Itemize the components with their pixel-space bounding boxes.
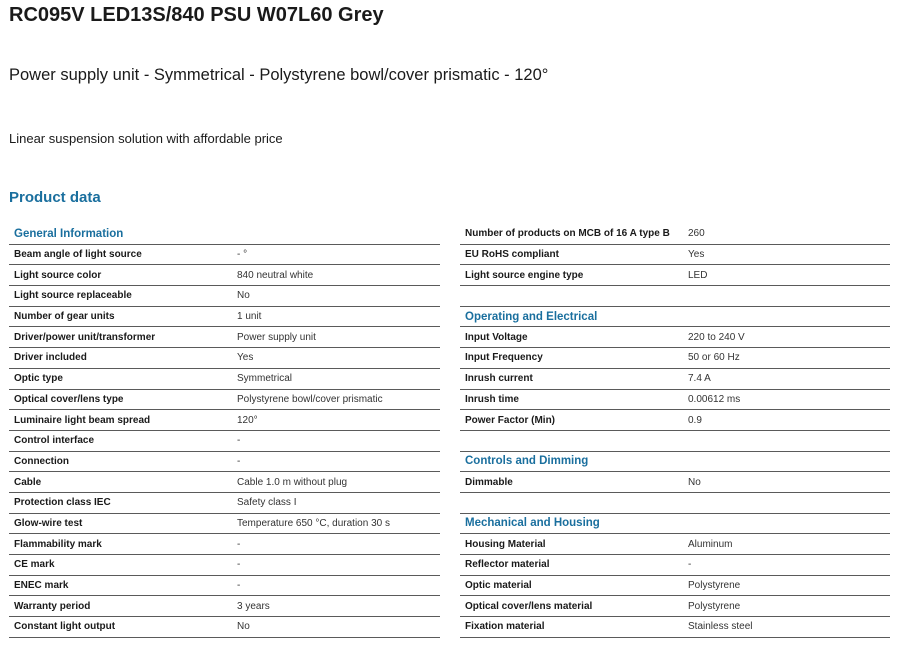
spec-label: Optic type: [14, 373, 63, 385]
heading-controls-dimming: Controls and Dimming: [465, 455, 589, 468]
spec-label: Beam angle of light source: [14, 249, 142, 261]
spec-row: [460, 390, 890, 411]
heading-general-information: General Information: [14, 227, 124, 240]
spacer-row: [460, 286, 890, 307]
spec-value: 220 to 240 V: [688, 331, 745, 343]
spec-row: [460, 245, 890, 266]
spec-value: Symmetrical: [237, 373, 293, 385]
spec-row: [460, 410, 890, 431]
spec-label: Driver included: [14, 352, 87, 364]
spec-value: 50 or 60 Hz: [688, 352, 740, 364]
general-information-table: [9, 224, 440, 638]
spec-value: Stainless steel: [688, 621, 753, 633]
spec-row: [9, 452, 440, 473]
spec-row: [9, 514, 440, 535]
spec-value: -: [237, 580, 241, 592]
spec-value: 7.4 A: [688, 373, 711, 385]
spec-value: -: [237, 435, 241, 447]
spec-label: Inrush time: [465, 393, 519, 405]
spec-value: No: [237, 290, 250, 302]
spec-label: EU RoHS compliant: [465, 249, 559, 261]
spec-value: 260: [688, 228, 705, 240]
spec-row: [460, 348, 890, 369]
spec-label: Fixation material: [465, 621, 545, 633]
spec-label: Connection: [14, 455, 69, 467]
heading-mechanical-housing: Mechanical and Housing: [465, 517, 600, 530]
spec-row: [9, 286, 440, 307]
spec-row: [9, 534, 440, 555]
spec-label: Optical cover/lens material: [465, 600, 593, 612]
spec-value: LED: [688, 269, 708, 281]
spec-row: [9, 617, 440, 638]
heading-operating-electrical: Operating and Electrical: [465, 310, 598, 323]
spec-value: - °: [237, 249, 248, 261]
spec-value: Yes: [237, 352, 254, 364]
spec-value: Power supply unit: [237, 331, 316, 343]
spec-value: Yes: [688, 249, 705, 261]
spec-label: Glow-wire test: [14, 517, 83, 529]
spec-row: [9, 369, 440, 390]
spec-row: [9, 307, 440, 328]
product-subtitle: Power supply unit - Symmetrical - Polystyrene bowl/cover prismatic - 120°: [9, 66, 549, 84]
spec-value: Polystyrene: [688, 580, 741, 592]
spec-value: Polystyrene: [688, 600, 741, 612]
spec-row: [9, 327, 440, 348]
spec-label: Cable: [14, 476, 42, 488]
spec-value: Temperature 650 °C, duration 30 s: [237, 517, 390, 529]
spec-row: [9, 555, 440, 576]
spacer-row: [460, 493, 890, 514]
product-description: Linear suspension solution with affordable price: [9, 131, 283, 146]
table-heading: [9, 224, 440, 245]
spec-value: 120°: [237, 414, 258, 426]
spec-value: 0.00612 ms: [688, 393, 741, 405]
spec-label: Light source engine type: [465, 269, 584, 281]
spec-label: Luminaire light beam spread: [14, 414, 151, 426]
spec-label: ENEC mark: [14, 580, 69, 592]
spec-value: 0.9: [688, 414, 702, 426]
spec-row: [460, 327, 890, 348]
spec-value: 840 neutral white: [237, 269, 314, 281]
spec-value: No: [688, 476, 701, 488]
spec-value: 1 unit: [237, 311, 262, 323]
spec-label: Warranty period: [14, 600, 91, 612]
table-heading: [460, 307, 890, 328]
spec-row: [9, 493, 440, 514]
spec-label: Flammability mark: [14, 538, 102, 550]
spec-row: [9, 265, 440, 286]
spec-label: Protection class IEC: [14, 497, 111, 509]
spec-row: [460, 576, 890, 597]
spec-label: Number of gear units: [14, 311, 115, 323]
spec-value: No: [237, 621, 250, 633]
spec-row: [9, 245, 440, 266]
spec-row: [460, 369, 890, 390]
spec-row: [9, 348, 440, 369]
spec-value: Polystyrene bowl/cover prismatic: [237, 393, 383, 405]
spec-row: [460, 596, 890, 617]
spec-row: [9, 596, 440, 617]
spec-label: CE mark: [14, 559, 55, 571]
spec-value: 3 years: [237, 600, 270, 612]
right-spec-table: [460, 224, 890, 638]
spec-value: -: [237, 455, 241, 467]
spec-value: Aluminum: [688, 538, 733, 550]
spec-label: Input Frequency: [465, 352, 543, 364]
spec-row: [460, 265, 890, 286]
spec-value: -: [237, 559, 241, 571]
spec-label: Control interface: [14, 435, 95, 447]
table-heading: [460, 514, 890, 535]
spec-label: Housing Material: [465, 538, 546, 550]
table-heading: [460, 452, 890, 473]
spec-label: Light source replaceable: [14, 290, 132, 302]
spec-label: Reflector material: [465, 559, 550, 571]
spec-label: Driver/power unit/transformer: [14, 331, 156, 343]
spec-row: [460, 534, 890, 555]
spec-value: -: [237, 538, 241, 550]
spec-row: [460, 224, 890, 245]
spec-label: Power Factor (Min): [465, 414, 556, 426]
product-title: RC095V LED13S/840 PSU W07L60 Grey: [9, 4, 384, 26]
spec-row: [9, 472, 440, 493]
spec-value: Safety class I: [237, 497, 297, 509]
spec-row: [9, 576, 440, 597]
spacer-row: [460, 431, 890, 452]
spec-label: Light source color: [14, 269, 102, 281]
spec-row: [9, 410, 440, 431]
spec-row: [460, 555, 890, 576]
spec-label: Constant light output: [14, 621, 116, 633]
spec-label: Dimmable: [465, 476, 513, 488]
spec-label: Input Voltage: [465, 331, 528, 343]
section-title-product-data: Product data: [9, 189, 101, 206]
spec-value: Cable 1.0 m without plug: [237, 476, 348, 488]
spec-label: Number of products on MCB of 16 A type B: [465, 228, 670, 240]
spec-row: [460, 617, 890, 638]
spec-row: [9, 431, 440, 452]
spec-label: Optical cover/lens type: [14, 393, 124, 405]
spec-label: Optic material: [465, 580, 532, 592]
spec-value: -: [688, 559, 692, 571]
spec-row: [460, 472, 890, 493]
spec-row: [9, 390, 440, 411]
spec-label: Inrush current: [465, 373, 533, 385]
